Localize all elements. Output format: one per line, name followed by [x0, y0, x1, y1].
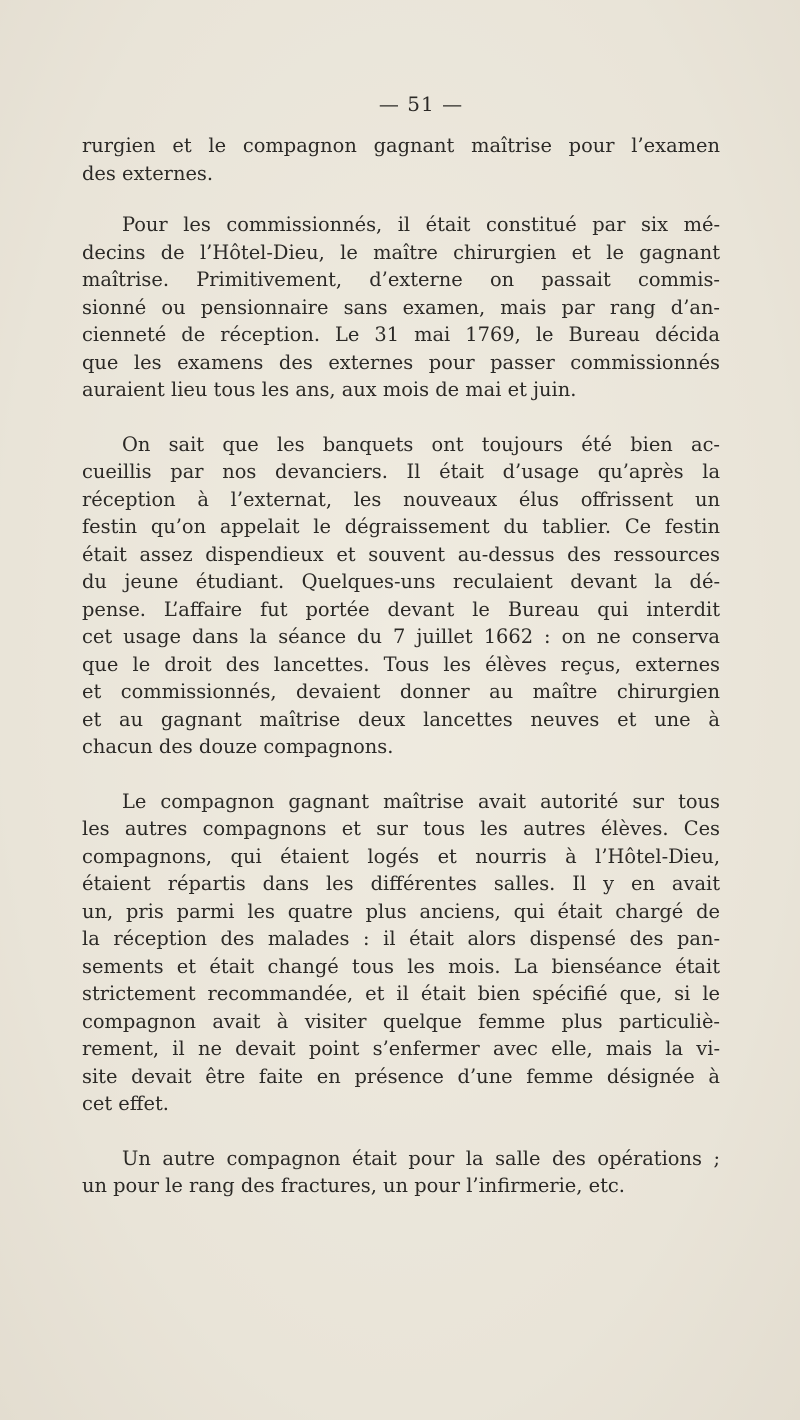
text-line: compagnon avait à visiter quelque femme plus particuliè- [82, 1009, 720, 1033]
text-line: les autres compagnons et sur tous les autres élèves. Ces [82, 817, 720, 840]
text-line: un, pris parmi les quatre plus anciens, qui était chargé de [82, 899, 720, 923]
paragraph [82, 788, 720, 1118]
text-line: site devait être faite en présence d’une femme désignée à [82, 1064, 720, 1088]
text-line: étaient répartis dans les différentes salles. Il y en avait [82, 872, 720, 895]
text-line: et commissionnés, devaient donner au maître chirurgien [82, 680, 720, 703]
text-line: que le droit des lancettes. Tous les élèves reçus, externes [82, 652, 720, 676]
text-line: cienneté de réception. Le 31 mai 1769, le Bureau décida [82, 323, 720, 346]
text-line: compagnons, qui étaient logés et nourris à l’Hôtel-Dieu, [82, 844, 720, 868]
text-line: un pour le rang des fractures, un pour l’infirmerie, etc. [82, 1174, 625, 1197]
text-line: des externes. [82, 161, 214, 185]
text-line: Pour les commissionnés, il était constitué par six mé- [122, 213, 720, 236]
text-line: rurgien et le compagnon gagnant maîtrise pour l’examen [82, 134, 720, 157]
text-line: auraient lieu tous les ans, aux mois de mai et juin. [82, 378, 577, 401]
paragraph [82, 211, 720, 404]
text-line: chacun des douze compagnons. [82, 735, 394, 758]
text-line: réception à l’externat, les nouveaux élus offrissent un [82, 487, 720, 511]
paragraph [82, 1145, 720, 1200]
text-line: Le compagnon gagnant maîtrise avait autorité sur tous [122, 789, 720, 813]
text-line: et au gagnant maîtrise deux lancettes neuves et une à [82, 707, 720, 731]
text-line: cet effet. [82, 1092, 169, 1115]
text-line: sionné ou pensionnaire sans examen, mais par rang d’an- [82, 295, 720, 319]
text-line: cet usage dans la séance du 7 juillet 1662 : on ne conserva [82, 625, 720, 648]
text-line: maîtrise. Primitivement, d’externe on passait commis- [82, 268, 720, 291]
text-line: strictement recommandée, et il était bien spécifié que, si le [82, 982, 720, 1005]
text-line: Un autre compagnon était pour la salle des opérations ; [122, 1146, 720, 1170]
text-line: festin qu’on appelait le dégraissement du tablier. Ce festin [82, 515, 720, 538]
text-line: du jeune étudiant. Quelques-uns reculaient devant la dé- [82, 570, 720, 593]
text-line: était assez dispendieux et souvent au-dessus des ressources [82, 542, 720, 566]
text-line: cueillis par nos devanciers. Il était d’usage qu’après la [82, 460, 720, 483]
text-line: que les examens des externes pour passer commissionnés [82, 350, 720, 374]
paragraph [82, 431, 720, 761]
text-line: la réception des malades : il était alors dispensé des pan- [82, 927, 720, 950]
text-line: decins de l’Hôtel-Dieu, le maître chirurgien et le gagnant [82, 240, 720, 264]
paragraph [82, 132, 720, 187]
text-line: rement, il ne devait point s’enfermer avec elle, mais la vi- [82, 1037, 720, 1060]
text-line: sements et était changé tous les mois. La bienséance était [82, 954, 720, 978]
text-line: pense. L’affaire fut portée devant le Bureau qui interdit [82, 597, 720, 621]
text-line: On sait que les banquets ont toujours été bien ac- [122, 432, 720, 456]
page-number: — 51 — [378, 92, 464, 116]
